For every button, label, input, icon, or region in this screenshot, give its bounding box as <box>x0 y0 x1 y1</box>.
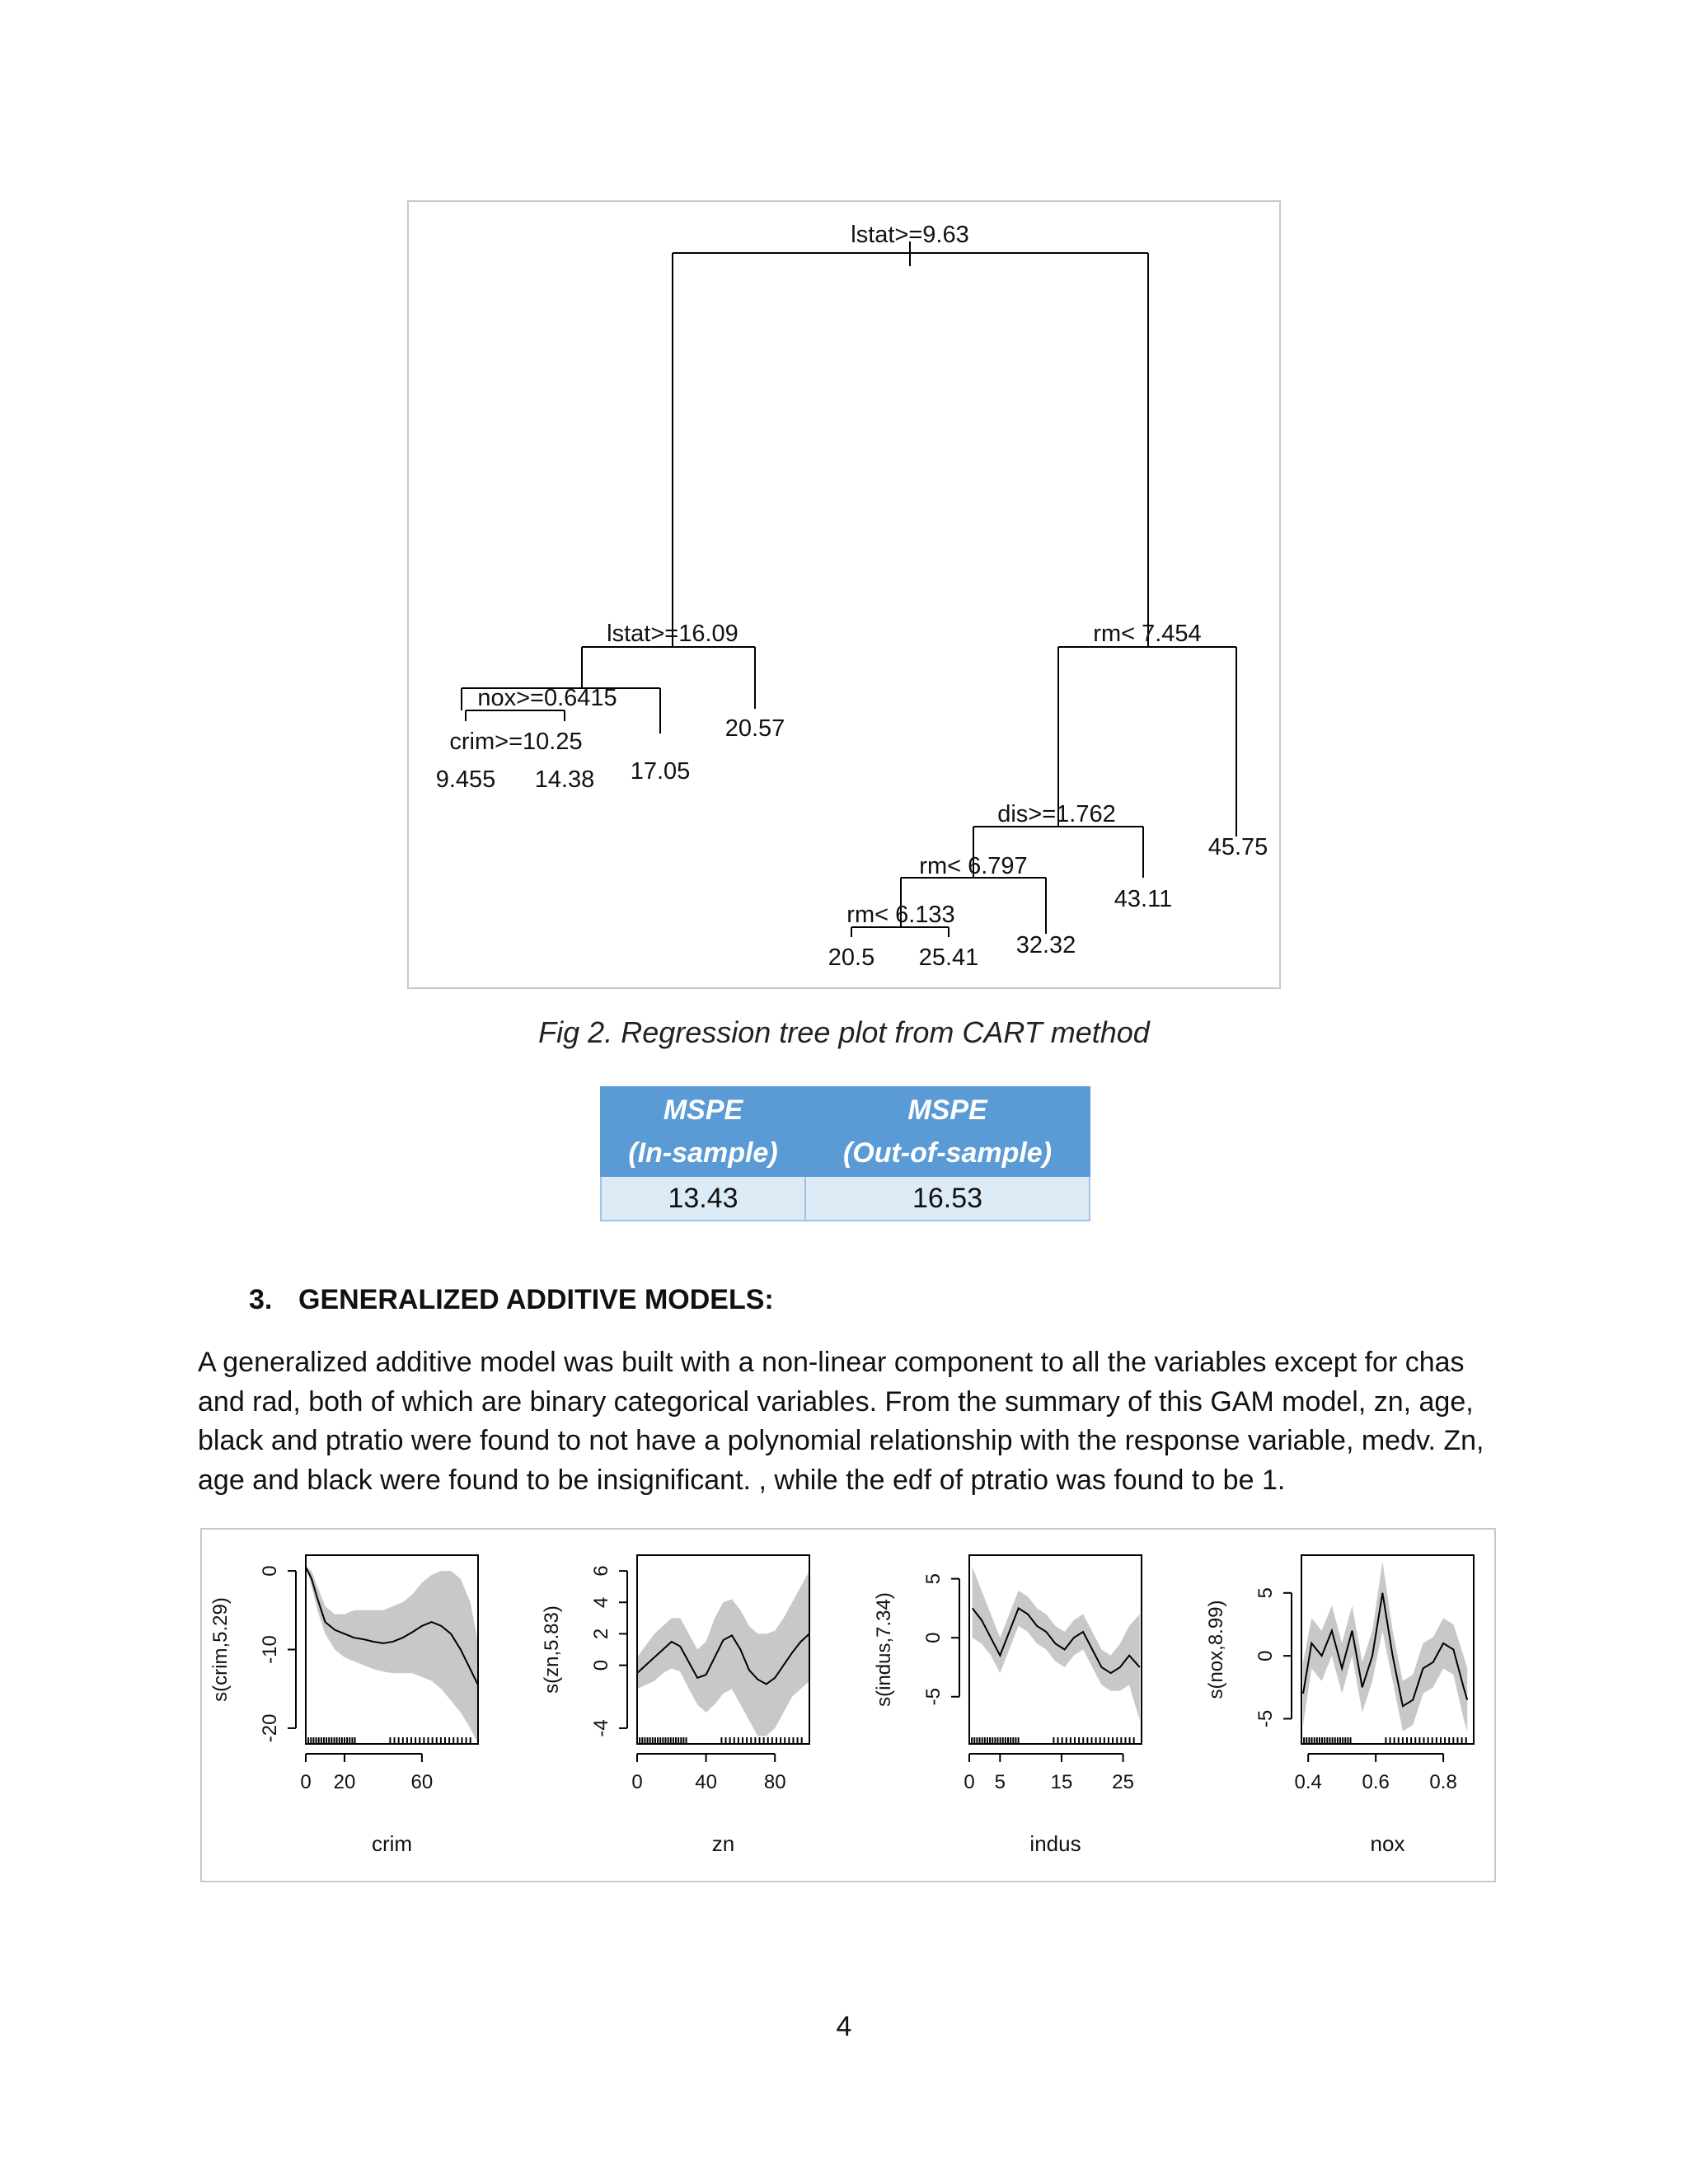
x-tick-label: 0.4 <box>1294 1771 1322 1793</box>
confidence-band <box>1303 1562 1467 1732</box>
tree-leaf: 20.5 <box>828 944 875 971</box>
y-tick-label: -5 <box>922 1688 945 1706</box>
confidence-band <box>306 1567 478 1744</box>
table-cell-in-sample: 13.43 <box>601 1176 805 1221</box>
y-axis-label: s(zn,5.83) <box>541 1605 563 1694</box>
tree-leaf: 25.41 <box>918 944 979 971</box>
tree-node-nox: nox>=0.6415 <box>477 685 617 711</box>
x-tick-label: 25 <box>1112 1771 1134 1793</box>
tree-leaf: 17.05 <box>630 758 691 785</box>
y-tick-label: -20 <box>259 1713 281 1743</box>
x-tick-label: 0 <box>964 1771 975 1793</box>
tree-figure-frame <box>407 200 1281 989</box>
figure-caption: Fig 2. Regression tree plot from CART method <box>538 1015 1150 1049</box>
section-heading <box>249 1284 774 1316</box>
x-tick-label: 0.8 <box>1429 1771 1457 1793</box>
tree-leaf: 20.57 <box>724 715 785 742</box>
body-paragraph: A generalized additive model was built with a non-linear component to all the variables except for chas and rad, both of which are binary categorical variables. From the summary of this GAM model, zn, age, black and ptratio were found to not have a polynomial relationship with the response variable, medv. Zn, age and black were found to be insignificant. , while the edf of ptratio was found to be 1. <box>198 1347 1484 1496</box>
y-axis-label: s(indus,7.34) <box>873 1592 895 1707</box>
tree-node-root: lstat>=9.63 <box>851 222 969 248</box>
y-tick-label: 0 <box>259 1565 281 1577</box>
y-tick-label: 5 <box>1254 1587 1277 1599</box>
tree-node-dis: dis>=1.762 <box>997 801 1116 827</box>
y-tick-label: 2 <box>590 1628 612 1640</box>
x-axis-label: crim <box>371 1831 413 1856</box>
table-header-in-sample: MSPE (In-sample) <box>601 1087 805 1176</box>
tree-edges <box>673 253 877 268</box>
tree-leaf: 45.75 <box>1207 834 1268 860</box>
y-tick-label: 5 <box>922 1572 945 1585</box>
confidence-band <box>637 1571 809 1736</box>
tree-leaf: 32.32 <box>1015 932 1076 958</box>
x-tick-label: 0.6 <box>1362 1771 1390 1793</box>
mspe-table <box>600 1086 1090 1221</box>
section-title: GENERALIZED ADDITIVE MODELS: <box>298 1284 774 1315</box>
tree-node-rm-6797: rm< 6.797 <box>919 853 1028 879</box>
y-tick-label: 6 <box>590 1565 612 1577</box>
y-tick-label: 4 <box>590 1596 612 1608</box>
x-tick-label: 0 <box>300 1771 312 1793</box>
y-tick-label: 0 <box>590 1659 612 1671</box>
gam-plots <box>202 1530 1494 1881</box>
x-tick-label: 0 <box>631 1771 643 1793</box>
x-axis-label: nox <box>1370 1831 1405 1856</box>
regression-tree-plot <box>409 202 1279 987</box>
y-tick-label: -10 <box>259 1635 281 1664</box>
y-tick-label: 0 <box>1254 1650 1277 1661</box>
table-row <box>601 1176 1090 1221</box>
tree-node-rm-6133: rm< 6.133 <box>846 902 955 928</box>
y-tick-label: -5 <box>1254 1709 1277 1728</box>
x-tick-label: 80 <box>763 1771 786 1793</box>
table-header-row <box>601 1087 1090 1176</box>
x-axis-label: zn <box>711 1831 735 1856</box>
x-tick-label: 5 <box>994 1771 1006 1793</box>
page-number: 4 <box>836 2011 852 2042</box>
y-tick-label: 0 <box>922 1632 945 1643</box>
tree-leaf: 9.455 <box>435 766 496 793</box>
tree-node-crim: crim>=10.25 <box>449 729 583 755</box>
section-number: 3. <box>249 1284 273 1315</box>
x-tick-label: 60 <box>410 1771 434 1793</box>
tree-node-lstat-16: lstat>=16.09 <box>607 621 738 647</box>
x-tick-label: 15 <box>1050 1771 1073 1793</box>
tree-branches <box>462 241 1236 937</box>
x-tick-label: 20 <box>333 1771 356 1793</box>
tree-leaf: 14.38 <box>534 766 595 793</box>
table-header-out-of-sample: MSPE (Out-of-sample) <box>805 1087 1090 1176</box>
y-tick-label: -4 <box>590 1719 612 1737</box>
table-cell-out-of-sample: 16.53 <box>805 1176 1090 1221</box>
tree-node-rm-7454: rm< 7.454 <box>1093 621 1202 647</box>
x-axis-label: indus <box>1029 1831 1081 1856</box>
x-tick-label: 40 <box>695 1771 717 1793</box>
gam-figure-frame <box>200 1528 1496 1882</box>
y-axis-label: s(nox,8.99) <box>1205 1600 1227 1699</box>
y-axis-label: s(crim,5.29) <box>209 1597 232 1702</box>
tree-leaf: 43.11 <box>1114 886 1173 912</box>
